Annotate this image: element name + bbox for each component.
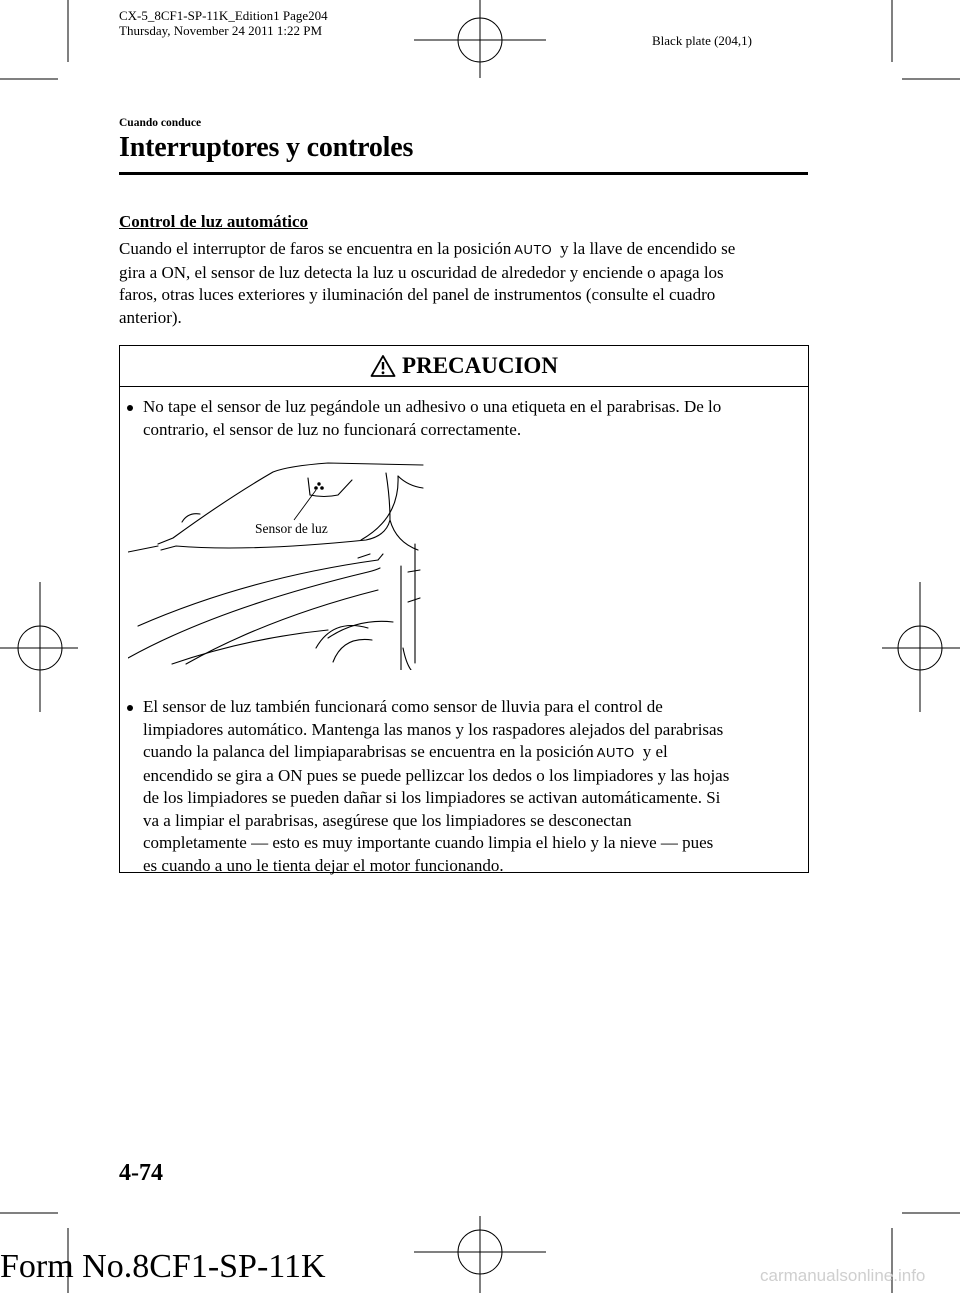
print-meta-line1: CX-5_8CF1-SP-11K_Edition1 Page204 <box>119 8 328 23</box>
caution-header <box>120 346 808 387</box>
page-number: 4-74 <box>119 1160 163 1186</box>
sensor-label: Sensor de luz <box>255 521 328 536</box>
bullet-text-span: y el <box>642 742 668 761</box>
paragraph-line <box>119 238 819 262</box>
caution-box <box>119 345 809 873</box>
plate-label: Black plate (204,1) <box>652 33 752 48</box>
bullet-line: completamente ― esto es muy importante cuando limpia el hielo y la nieve ― pues <box>143 833 714 852</box>
paragraph-text: Cuando el interruptor de faros se encuentra en la posición <box>119 239 512 258</box>
watermark-url: carmanualsonline.info <box>760 1266 926 1285</box>
print-meta <box>119 8 328 38</box>
bullet-line <box>143 741 729 765</box>
page-title: Interruptores y controles <box>119 132 414 163</box>
bullet-line: No tape el sensor de luz pegándole un adhesivo o una etiqueta en el parabrisas. De lo <box>143 397 722 416</box>
section-label: Cuando conduce <box>119 117 202 129</box>
caution-bullet-2 <box>127 696 802 877</box>
paragraph-line: anterior). <box>119 307 182 327</box>
auto-symbol: AUTO <box>514 242 553 257</box>
bullet-line: limpiadores automático. Mantenga las manos y los raspadores alejados del parabrisas <box>143 719 724 739</box>
windshield-sensor-illustration <box>128 458 428 670</box>
auto-symbol: AUTO <box>596 745 635 760</box>
warning-triangle-icon <box>370 354 396 378</box>
bullet-line: contrario, el sensor de luz no funcionará correctamente. <box>143 419 522 439</box>
caution-bullet-1 <box>127 396 797 441</box>
form-number: Form No.8CF1-SP-11K <box>0 1248 326 1285</box>
bullet-dot <box>127 405 133 411</box>
bullet-line: encendido se gira a ON pues se puede pellizcar los dedos o los limpiadores y las hojas <box>143 765 730 785</box>
bullet-text <box>143 396 721 441</box>
bullet-line: de los limpiadores se pueden dañar si los limpiadores se activan automáticamente. Si <box>143 788 721 807</box>
title-rule <box>119 172 808 175</box>
bullet-line: es cuando a uno le tienta dejar el motor funcionando. <box>143 855 504 875</box>
paragraph-line: faros, otras luces exteriores y iluminación del panel de instrumentos (consulte el cuadro <box>119 285 716 304</box>
paragraph-text: y la llave de encendido se <box>560 239 736 258</box>
bullet-line: El sensor de luz también funcionará como sensor de lluvia para el control de <box>143 697 663 716</box>
print-meta-line2: Thursday, November 24 2011 1:22 PM <box>119 23 323 38</box>
bullet-text-span: cuando la palanca del limpiaparabrisas se encuentra en la posición <box>143 742 594 761</box>
intro-paragraph <box>119 238 819 329</box>
bullet-line: va a limpiar el parabrisas, asegúrese que los limpiadores se desconectan <box>143 810 632 830</box>
bullet-text <box>143 696 729 877</box>
subheading: Control de luz automático <box>119 212 309 231</box>
bullet-dot <box>127 705 133 711</box>
paragraph-line: gira a ON, el sensor de luz detecta la luz u oscuridad de alrededor y enciende o apaga los <box>119 262 724 282</box>
caution-heading: PRECAUCION <box>402 353 558 378</box>
